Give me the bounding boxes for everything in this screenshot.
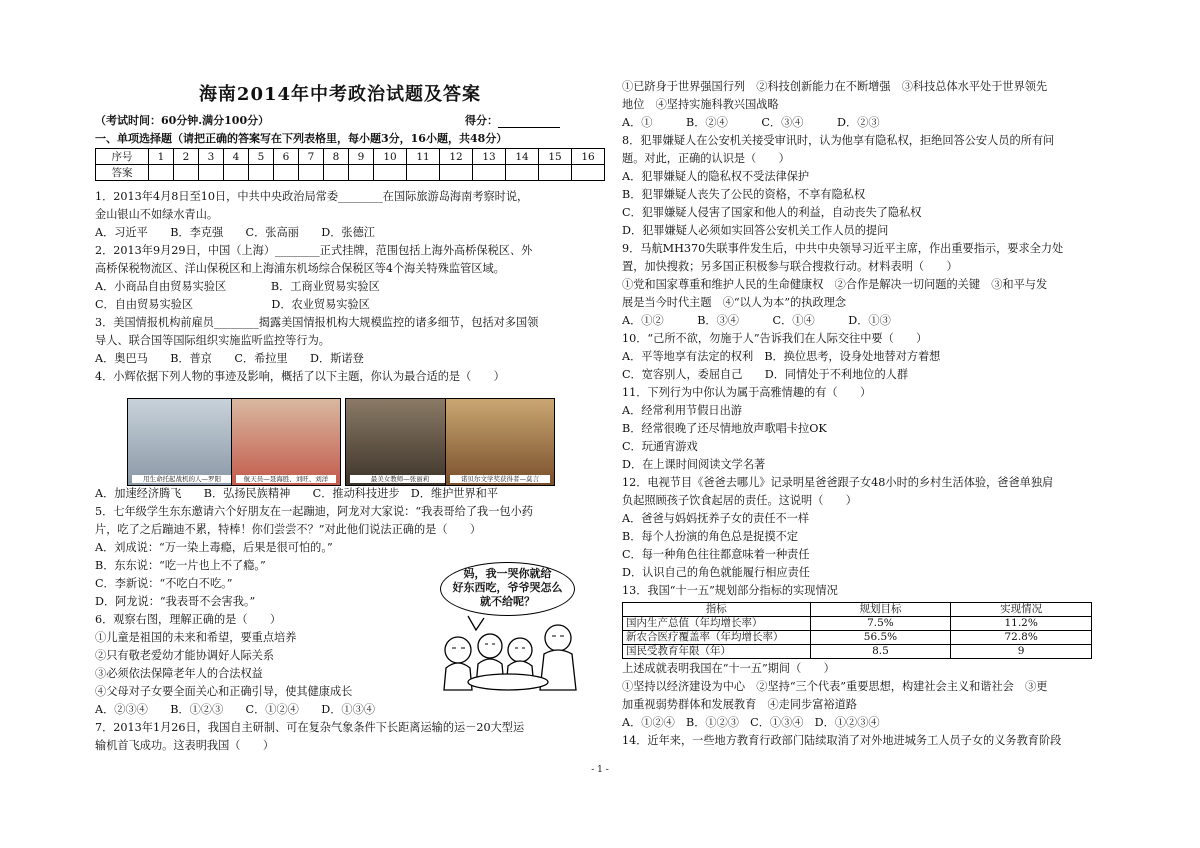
text-line: C．犯罪嫌疑人侵害了国家和他人的利益，自动丧失了隐私权 — [622, 206, 922, 219]
answer-row-label: 答案 — [96, 165, 149, 181]
answer-cell[interactable] — [299, 165, 324, 181]
photo-caption: 最美女教师—张丽莉 — [350, 475, 450, 483]
section-heading: 一、单项选择题（请把正确的答案写在下列表格里，每小题3分，16小题，共48分） — [95, 132, 508, 145]
text-line: D．阿龙说：“我表哥不会害我。” — [95, 595, 256, 608]
photo-caption: 用生命托起战机的人—罗阳 — [132, 475, 232, 483]
answer-cell[interactable] — [149, 165, 174, 181]
right-column-part1 — [622, 78, 1110, 600]
text-line: 6．观察右图，理解正确的是（ ） — [95, 613, 282, 626]
text-line: 7．2013年1月26日，我国自主研制、可在复杂气象条件下长距离运输的运－20大型运 — [95, 721, 525, 734]
photo-teacher — [345, 398, 455, 486]
text-line: 置，加快搜救；另多国正积极参与联合搜救行动。材料表明（ ） — [622, 260, 958, 273]
answer-table-number: 11 — [407, 149, 440, 165]
photo-caption: 诺贝尔文学奖获得者—莫言 — [450, 475, 550, 483]
text-line: 地位 ④坚持实施科教兴国战略 — [622, 98, 779, 111]
text-line: C．每一种角色往往都意味着一种责任 — [622, 548, 810, 561]
cartoon-text-line: 妈，我一哭你就给 — [463, 567, 552, 580]
text-line: A．①② B．③④ C．①④ D．①③ — [622, 314, 891, 327]
answer-table-header — [96, 149, 605, 165]
text-line: ④父母对子女要全面关心和正确引导，使其健康成长 — [95, 685, 353, 698]
text-line: 展是当今时代主题 ④“以人为本”的执政理念 — [622, 296, 847, 309]
score-label: 得分： — [465, 114, 498, 127]
text-line: ①已跻身于世界强国行列 ②科技创新能力在不断增强 ③科技总体水平处于世界领先 — [622, 80, 1048, 93]
exam-time: （考试时间：60分钟.满分100分） — [95, 114, 270, 127]
text-line: 1．2013年4月8日至10日，中共中央政治局常委________在国际旅游岛海南考察时说， — [95, 190, 529, 203]
answer-table-number: 1 — [149, 149, 174, 165]
text-line: 片，吃了之后蹦迪不累，特棒！你们尝尝不？”对此他们说法正确的是（ ） — [95, 523, 482, 536]
answer-table-number: 15 — [539, 149, 572, 165]
text-line: 高桥保税物流区、洋山保税区和上海浦东机场综合保税区等4个海关特殊监管区域。 — [95, 262, 505, 275]
answer-cell[interactable] — [249, 165, 274, 181]
cartoon-text-line: 好东西吃，爷爷哭怎么 — [452, 581, 563, 594]
text-line: 负起照顾孩子饮食起居的责任。这说明（ ） — [622, 494, 857, 507]
text-line: A．小商品自由贸易实验区 B．工商业贸易实验区 — [95, 280, 380, 293]
answer-table-number: 8 — [324, 149, 349, 165]
text-line: 4．小辉依据下列人物的事迹及影响，概括了以下主题，你认为最合适的是（ ） — [95, 370, 505, 383]
text-line: ②只有敬老爱幼才能协调好人际关系 — [95, 649, 275, 662]
page-number: - 1 - — [591, 765, 609, 775]
answer-cell[interactable] — [440, 165, 473, 181]
answer-table-number: 13 — [473, 149, 506, 165]
answer-cell[interactable] — [349, 165, 374, 181]
text-line: C．玩通宵游戏 — [622, 440, 698, 453]
answer-cell[interactable] — [199, 165, 224, 181]
text-line: C．李新说：“不吃白不吃。” — [95, 577, 233, 590]
text-line: A．②③④ B．①②③ C．①②④ D．①③④ — [95, 703, 375, 716]
text-line: 13．我国“十一五”规划部分指标的实现情况 — [622, 584, 838, 597]
answer-cell[interactable] — [374, 165, 407, 181]
text-line: D．认识自己的角色就能履行相应责任 — [622, 566, 810, 579]
text-line: B．每个人扮演的角色总是捉摸不定 — [622, 530, 799, 543]
answer-table-number: 16 — [572, 149, 605, 165]
text-line: A．① B．②④ C．③④ D．②③ — [622, 116, 880, 129]
cartoon-illustration — [428, 558, 588, 698]
plan-header-cell: 实现情况 — [951, 603, 1092, 617]
answer-cell[interactable] — [224, 165, 249, 181]
text-line: 5．七年级学生东东邀请六个好朋友在一起蹦迪，阿龙对大家说：“我表哥给了我一包小药 — [95, 505, 533, 518]
answer-table-number: 4 — [224, 149, 249, 165]
text-line: A．爸爸与妈妈抚养子女的责任不一样 — [622, 512, 810, 525]
answer-cell[interactable] — [506, 165, 539, 181]
text-line: 14．近年来，一些地方教育行政部门陆续取消了对外地进城务工人员子女的义务教育阶段 — [622, 734, 1062, 747]
answer-cell[interactable] — [572, 165, 605, 181]
photo-caption: 航天员—聂海胜、刘旺、刘洋 — [236, 475, 336, 483]
text-line: 8．犯罪嫌疑人在公安机关接受审讯时，认为他享有隐私权，拒绝回答公安人员的所有问 — [622, 134, 1055, 147]
text-line: A．①②④ B．①②③ C．①③④ D．①②③④ — [622, 716, 880, 729]
photo-strip — [127, 398, 547, 486]
text-line: 输机首飞成功。这表明我国（ ） — [95, 739, 275, 752]
photo-luo-yang — [127, 398, 237, 486]
text-line: 题。对此，正确的认识是（ ） — [622, 152, 790, 165]
plan-cell: 国内生产总值（年均增长率） — [623, 617, 811, 631]
text-line: B．犯罪嫌疑人丧失了公民的资格，不享有隐私权 — [622, 188, 866, 201]
page-title: 海南2014年中考政治试题及答案 — [198, 84, 482, 105]
plan-row — [623, 645, 1092, 659]
plan-cell: 56.5% — [810, 631, 951, 645]
text-line: 上述成就表明我国在“十一五”期间（ ） — [622, 662, 835, 675]
answer-table-number: 12 — [440, 149, 473, 165]
answer-cell[interactable] — [473, 165, 506, 181]
plan-table — [622, 602, 1092, 659]
answer-cell[interactable] — [174, 165, 199, 181]
text-line: 加重视弱势群体和发展教育 ④走同步富裕道路 — [622, 698, 857, 711]
text-line: B．东东说：“吃一片也上不了瘾。” — [95, 559, 266, 572]
answer-table-number: 9 — [349, 149, 374, 165]
plan-header-cell: 指标 — [623, 603, 811, 617]
text-line: ①坚持以经济建设为中心 ②坚持“三个代表”重要思想，构建社会主义和谐社会 ③更 — [622, 680, 1048, 693]
text-line: A．平等地享有法定的权利 B．换位思考，设身处地替对方着想 — [622, 350, 941, 363]
answer-cell[interactable] — [407, 165, 440, 181]
answer-table-number: 10 — [374, 149, 407, 165]
plan-cell: 新农合医疗覆盖率（年均增长率） — [623, 631, 811, 645]
plan-row — [623, 631, 1092, 645]
answer-table-number: 7 — [299, 149, 324, 165]
left-column-part1 — [95, 188, 585, 386]
plan-cell: 72.8% — [951, 631, 1092, 645]
text-line: D．在上课时间阅读文学名著 — [622, 458, 766, 471]
text-line: 2．2013年9月29日，中国（上海）________正式挂牌，范围包括上海外高桥保税区、外 — [95, 244, 533, 257]
plan-row — [623, 617, 1092, 631]
text-line: 3．美国情报机构前雇员________揭露美国情报机构大规模监控的诸多细节，包括对多国领 — [95, 316, 539, 329]
photo-astronauts — [231, 398, 341, 486]
text-line: A．刘成说：“万一染上毒瘾，后果是很可怕的。” — [95, 541, 333, 554]
text-line: 金山银山不如绿水青山。 — [95, 208, 219, 221]
plan-cell: 8.5 — [810, 645, 951, 659]
plan-cell: 7.5% — [810, 617, 951, 631]
exam-info — [95, 112, 585, 128]
answer-table-number: 2 — [174, 149, 199, 165]
cartoon-text-line: 就不给呢？ — [480, 595, 535, 608]
text-line: 9．马航MH370失联事件发生后，中共中央领导习近平主席，作出重要指示，要求全力处 — [622, 242, 1064, 255]
answer-cell[interactable] — [274, 165, 299, 181]
text-line: 10．“己所不欲，勿施于人”告诉我们在人际交往中要（ ） — [622, 332, 928, 345]
answer-cell[interactable] — [539, 165, 572, 181]
text-line: ①党和国家尊重和维护人民的生命健康权 ②合作是解决一切问题的关键 ③和平与发 — [622, 278, 1048, 291]
answer-table-number: 14 — [506, 149, 539, 165]
text-line: A．习近平 B．李克强 C．张高丽 D．张德江 — [95, 226, 375, 239]
answer-table — [95, 148, 605, 181]
text-line: ③必须依法保障老年人的合法权益 — [95, 667, 263, 680]
score-field — [465, 112, 560, 128]
photo-mo-yan — [445, 398, 555, 486]
answer-table-answers — [96, 165, 605, 181]
answer-table-label: 序号 — [96, 149, 149, 165]
plan-header-cell: 规划目标 — [810, 603, 951, 617]
plan-table-header — [623, 603, 1092, 617]
text-line: A．加速经济腾飞 B．弘扬民族精神 C．推动科技进步 D．维护世界和平 — [95, 487, 499, 500]
text-line: 12．电视节目《爸爸去哪儿》记录明星爸爸跟子女48小时的乡村生活体验，爸爸单独肩 — [622, 476, 1054, 489]
text-line: C．宽容别人，委屈自己 D．同情处于不利地位的人群 — [622, 368, 909, 381]
score-blank — [498, 115, 560, 128]
plan-cell: 国民受教育年限（年） — [623, 645, 811, 659]
text-line: A．奥巴马 B．普京 C．希拉里 D．斯诺登 — [95, 352, 364, 365]
text-line: C．自由贸易实验区 D．农业贸易实验区 — [95, 298, 370, 311]
text-line: A．犯罪嫌疑人的隐私权不受法律保护 — [622, 170, 810, 183]
answer-cell[interactable] — [324, 165, 349, 181]
answer-table-number: 6 — [274, 149, 299, 165]
right-column-part2 — [622, 660, 1110, 750]
answer-table-number: 3 — [199, 149, 224, 165]
text-line: D．犯罪嫌疑人必须如实回答公安机关工作人员的提问 — [622, 224, 889, 237]
text-line: A．经常利用节假日出游 — [622, 404, 742, 417]
text-line: 导人、联合国等国际组织实施监听监控等行为。 — [95, 334, 330, 347]
plan-cell: 9 — [951, 645, 1092, 659]
text-line: B．经常很晚了还尽情地放声歌唱卡拉OK — [622, 422, 827, 435]
text-line: 11．下列行为中你认为属于高雅情趣的有（ ） — [622, 386, 872, 399]
plan-cell: 11.2% — [951, 617, 1092, 631]
answer-table-number: 5 — [249, 149, 274, 165]
text-line: ①儿童是祖国的未来和希望，要重点培养 — [95, 631, 297, 644]
cartoon-drawing — [428, 558, 588, 698]
